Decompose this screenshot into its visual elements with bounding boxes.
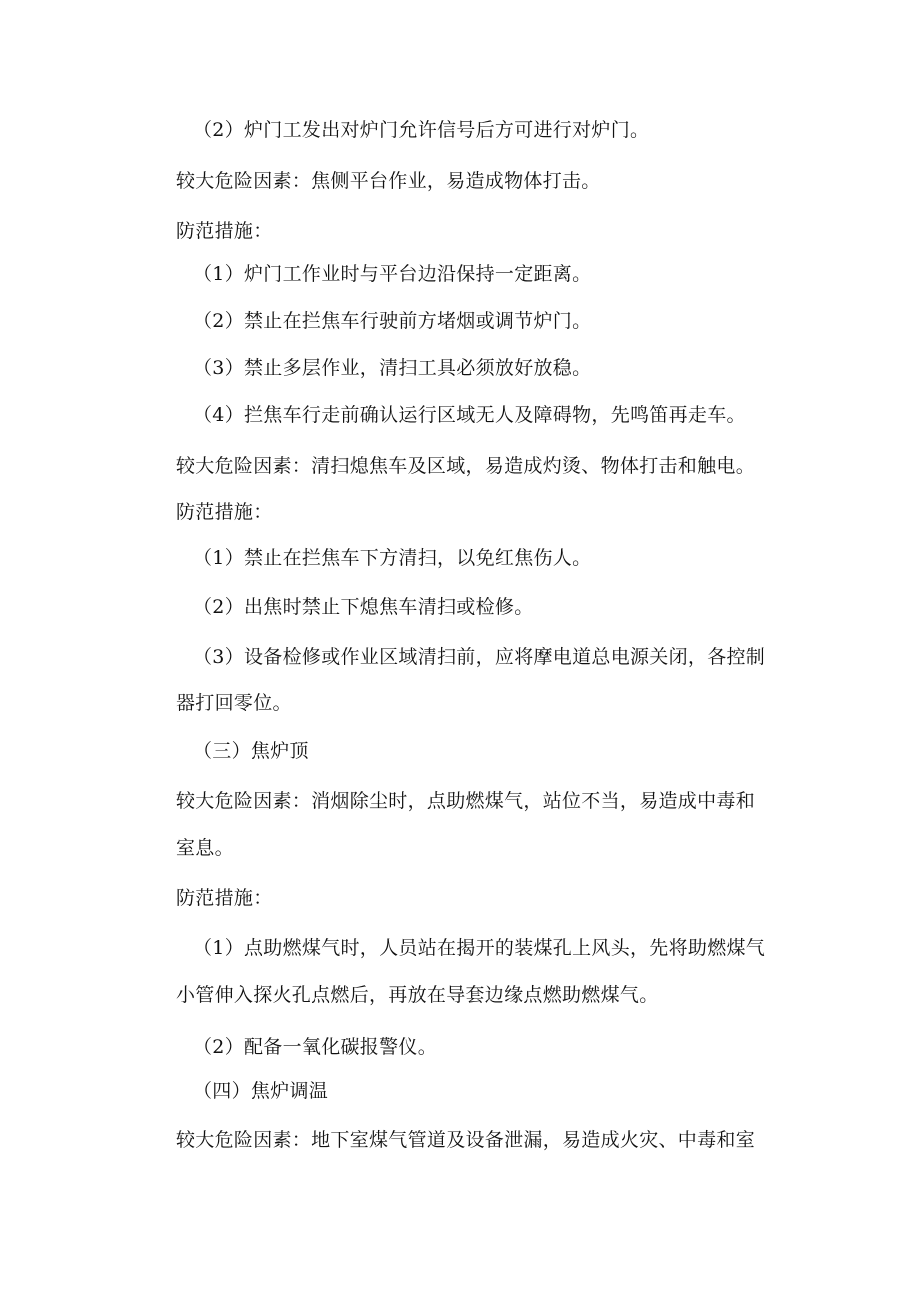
text-line: （3）设备检修或作业区域清扫前，应将摩电道总电源关闭，各控制 [193,646,766,668]
text-line: 较大危险因素：消烟除尘时，点助燃煤气，站位不当，易造成中毒和 [176,790,756,812]
text-line: （4）拦焦车行走前确认运行区域无人及障碍物，先鸣笛再走车。 [193,404,746,426]
text-line: （2）炉门工发出对炉门允许信号后方可进行对炉门。 [193,119,650,141]
text-line: （1）禁止在拦焦车下方清扫，以免红焦伤人。 [193,547,592,569]
text-line: 较大危险因素：焦侧平台作业，易造成物体打击。 [176,170,601,192]
text-line: （1）点助燃煤气时，人员站在揭开的装煤孔上风头，先将助燃煤气 [193,937,766,959]
text-line: 小管伸入探火孔点燃后，再放在导套边缘点燃助燃煤气。 [176,984,659,1006]
text-line: 较大危险因素：地下室煤气管道及设备泄漏，易造成火灾、中毒和室 [176,1129,756,1151]
text-line: （2）禁止在拦焦车行驶前方堵烟或调节炉门。 [193,310,592,332]
text-line: （2）出焦时禁止下熄焦车清扫或检修。 [193,596,534,618]
text-line: 较大危险因素：清扫熄焦车及区域，易造成灼烫、物体打击和触电。 [176,455,756,477]
text-line: 器打回零位。 [176,692,292,714]
text-line: 防范措施： [176,887,273,909]
text-line: （1）炉门工作业时与平台边沿保持一定距离。 [193,263,592,285]
text-line: 防范措施： [176,501,273,523]
text-line: 室息。 [176,837,234,859]
text-line: 防范措施： [176,220,273,242]
text-line: （2）配备一氧化碳报警仪。 [193,1036,437,1058]
text-line: （3）禁止多层作业，清扫工具必须放好放稳。 [193,357,592,379]
section-heading: （三）焦炉顶 [193,740,309,762]
section-heading: （四）焦炉调温 [193,1080,329,1102]
